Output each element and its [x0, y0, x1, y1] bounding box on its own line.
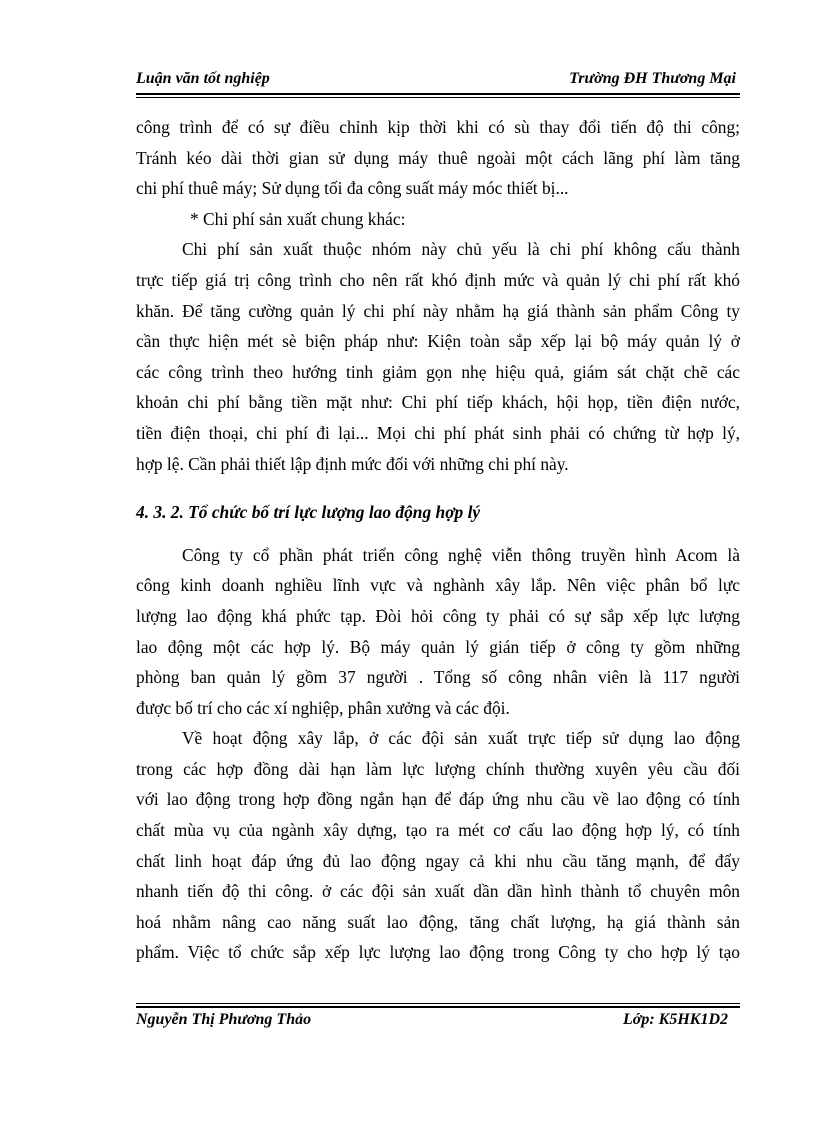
text-line: Tránh kéo dài thời gian sử dụng máy thuê ngoài một cách lãng phí làm tăng [136, 147, 740, 168]
paragraph-1 [136, 112, 740, 204]
text-line: khoản chi phí bằng tiền mặt như: Chi phí tiếp khách, hội họp, tiền điện nước, [136, 392, 740, 413]
paragraph-3 [136, 540, 740, 724]
text-line: lao động một các hợp lý. Bộ máy quản lý gián tiếp ở công ty gồm những [136, 636, 740, 657]
paragraph-4 [136, 723, 740, 968]
text-line: khăn. Để tăng cường quản lý chi phí này nhằm hạ giá thành sản phẩm Công ty [136, 300, 740, 321]
text-line: phẩm. Việc tổ chức sắp xếp lực lượng lao động trong Công ty cho hợp lý tạo [136, 942, 740, 963]
paragraph-2 [136, 234, 740, 479]
text-line: hoá nhằm nâng cao năng suất lao động, tăng chất lượng, hạ giá thành sản [136, 911, 740, 932]
text-line: chi phí thuê máy; Sử dụng tối đa công suất máy móc thiết bị... [136, 178, 569, 199]
subheading-general-costs: * Chi phí sản xuất chung khác: [190, 208, 406, 229]
text-line: Công ty cổ phần phát triển công nghệ viễn thông truyền hình Acom là [182, 544, 740, 565]
text-line: với lao động trong hợp đồng ngắn hạn để đáp ứng nhu cầu về lao động có tính [136, 789, 740, 810]
text-line: các công trình theo hướng tinh giảm gọn nhẹ hiệu quả, giám sát chặt chẽ các [136, 361, 740, 382]
text-line: phòng ban quản lý gồm 37 người . Tổng số công nhân viên là 117 người [136, 667, 740, 688]
text-line: trực tiếp giá trị công trình cho nên rất khó định mức và quản lý chi phí rất khó [136, 269, 740, 290]
footer-author: Nguyễn Thị Phương Thảo [136, 1011, 312, 1028]
page-header [136, 70, 740, 92]
section-heading: 4. 3. 2. Tổ chức bố trí lực lượng lao động hợp lý [136, 502, 481, 523]
text-line: lượng lao động khá phức tạp. Đòi hỏi công ty phải có sự sắp xếp lực lượng [136, 605, 740, 626]
text-line: chất linh hoạt đáp ứng đủ lao động ngay cả khi nhu cầu tăng mạnh, để đẩy [136, 850, 740, 871]
text-line: công trình để có sự điều chỉnh kịp thời khi có sù thay đổi tiến độ thi công; [136, 117, 740, 137]
text-line: Về hoạt động xây lắp, ở các đội sản xuất trực tiếp sử dụng lao động [182, 728, 740, 749]
footer-rule-thick [136, 1006, 740, 1008]
text-line: hợp lệ. Cần phải thiết lập định mức đối với những chi phí này. [136, 453, 569, 474]
header-rule-thin [136, 97, 740, 98]
text-line: tiền điện thoại, chi phí đi lại... Mọi chi phí phát sinh phải có chứng từ hợp lý, [136, 422, 740, 443]
text-line: trong các hợp đồng dài hạn làm lực lượng chính thường xuyên yêu cầu đối [136, 758, 740, 779]
text-line: chất mùa vụ của ngành xây dựng, tạo ra mét cơ cấu lao động hợp lý, có tính [136, 820, 740, 841]
text-line: được bố trí cho các xí nghiệp, phân xưởng và các đội. [136, 697, 510, 718]
text-line: cần thực hiện mét sè biện pháp như: Kiện toàn sắp xếp lại bộ máy quản lý ở [136, 331, 740, 352]
text-line: công kinh doanh nghiều lĩnh vực và nghành xây lắp. Nên việc phân bổ lực [136, 575, 740, 596]
text-line: Chi phí sản xuất thuộc nhóm này chủ yếu là chi phí không cấu thành [182, 239, 740, 260]
page-body [136, 112, 740, 968]
footer-class: Lớp: K5HK1D2 [622, 1011, 728, 1028]
header-university: Trường ĐH Thương Mại [569, 70, 736, 87]
header-thesis-label: Luận văn tốt nghiệp [136, 70, 270, 87]
page-footer [136, 1011, 740, 1033]
footer-rule-thin [136, 1003, 740, 1004]
header-rule-thick [136, 93, 740, 95]
text-line: nhanh tiến độ thi công. ở các đội sản xuất dần dần hình thành tổ chuyên môn [136, 881, 740, 902]
